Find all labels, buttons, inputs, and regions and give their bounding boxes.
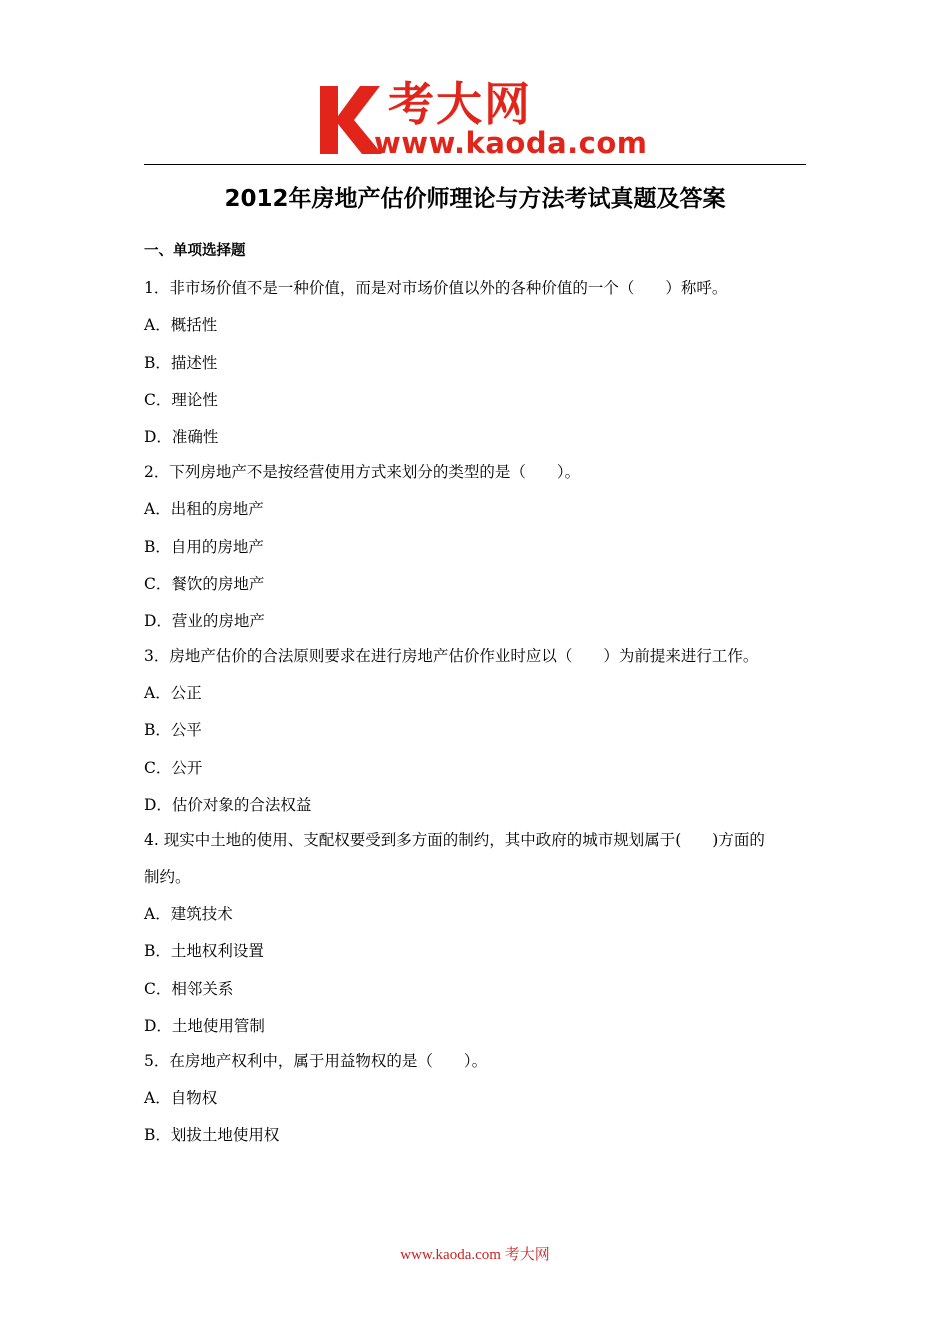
logo-chinese-text: 考大网 — [388, 77, 532, 131]
answer-option: B．土地权利设置 — [144, 942, 264, 960]
document-title: 2012年房地产估价师理论与方法考试真题及答案 — [224, 186, 726, 212]
question-stem: 1．非市场价值不是一种价值，而是对市场价值以外的各种价值的一个（ ）称呼。 — [144, 279, 728, 297]
answer-option: B．自用的房地产 — [144, 538, 264, 556]
answer-option: A．公正 — [144, 684, 202, 702]
answer-option: D．营业的房地产 — [144, 612, 265, 630]
answer-option: A．建筑技术 — [144, 905, 233, 923]
answer-option: D．准确性 — [144, 428, 219, 446]
question-stem: 5．在房地产权利中，属于用益物权的是（ ）。 — [144, 1052, 488, 1070]
footer-link[interactable]: www.kaoda.com 考大网 — [400, 1247, 550, 1263]
question-stem: 4. 现实中土地的使用、支配权要受到多方面的制约，其中政府的城市规划属于( )方面的 — [144, 831, 765, 849]
answer-option: B．公平 — [144, 721, 202, 739]
answer-option: C．餐饮的房地产 — [144, 575, 265, 593]
answer-option: A．自物权 — [144, 1089, 218, 1107]
logo-url-text: www.kaoda.com — [374, 126, 648, 160]
answer-option: C．相邻关系 — [144, 980, 234, 998]
section-heading: 一、单项选择题 — [144, 243, 246, 259]
question-stem: 2．下列房地产不是按经营使用方式来划分的类型的是（ ）。 — [144, 463, 581, 481]
question-stem: 3．房地产估价的合法原则要求在进行房地产估价作业时应以（ ）为前提来进行工作。 — [144, 647, 759, 665]
answer-option: A．出租的房地产 — [144, 500, 264, 518]
kaoda-logo[interactable] — [318, 78, 648, 162]
question-stem-continued: 制约。 — [144, 868, 191, 886]
answer-option: D．土地使用管制 — [144, 1017, 265, 1035]
answer-option: D．估价对象的合法权益 — [144, 796, 312, 814]
header-divider — [144, 164, 806, 165]
answer-option: C．公开 — [144, 759, 203, 777]
answer-option: B．划拔土地使用权 — [144, 1126, 280, 1144]
answer-option: B．描述性 — [144, 354, 218, 372]
answer-option: A．概括性 — [144, 316, 218, 334]
answer-option: C．理论性 — [144, 391, 218, 409]
